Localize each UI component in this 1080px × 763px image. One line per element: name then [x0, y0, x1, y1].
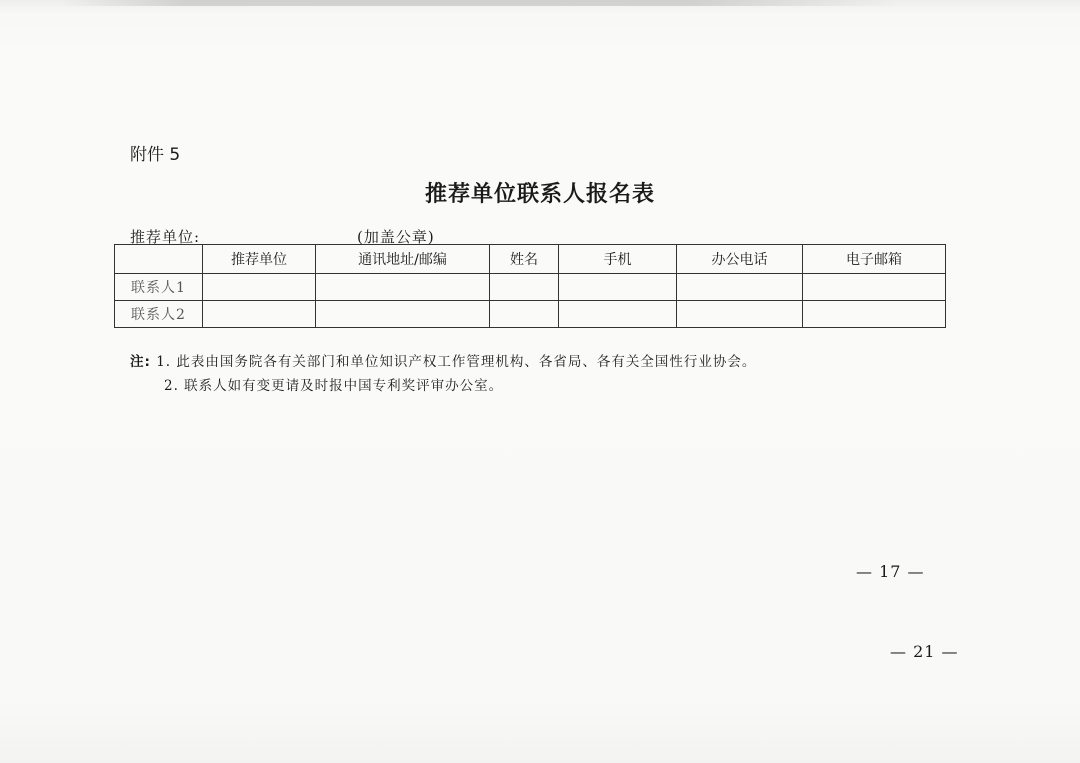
form-title: 推荐单位联系人报名表: [424, 181, 655, 207]
cell-email[interactable]: [803, 301, 946, 328]
header-cell-office-phone: 办公电话: [677, 245, 803, 274]
cell-unit[interactable]: [203, 274, 316, 301]
notes-prefix: 注:: [130, 354, 151, 370]
cell-office-phone[interactable]: [677, 274, 803, 301]
cell-email[interactable]: [803, 274, 946, 301]
note-line-2: [130, 374, 756, 398]
scan-edge-shadow: [60, 0, 900, 6]
table-header-row: [115, 245, 946, 274]
note-item-2: 2. 联系人如有变更请及时报中国专利奖评审办公室。: [164, 378, 504, 394]
notes-section: [130, 350, 756, 398]
cell-mobile[interactable]: [559, 301, 677, 328]
cell-address[interactable]: [316, 301, 490, 328]
cell-office-phone[interactable]: [677, 301, 803, 328]
note-item-1: 1. 此表由国务院各有关部门和单位知识产权工作管理机构、各省局、各有关全国性行业协会。: [156, 354, 757, 370]
header-cell-address: 通讯地址/邮编: [316, 245, 490, 274]
cell-unit[interactable]: [203, 301, 316, 328]
header-cell-blank: [115, 245, 203, 274]
cell-name[interactable]: [490, 301, 559, 328]
header-cell-mobile: 手机: [559, 245, 677, 274]
header-cell-email: 电子邮箱: [803, 245, 946, 274]
cell-address[interactable]: [316, 274, 490, 301]
row-label-contact-1: 联系人1: [115, 274, 203, 301]
note-line-1: [130, 350, 756, 374]
contact-registration-table: [114, 244, 946, 328]
seal-note: (加盖公章): [357, 228, 435, 246]
header-cell-unit: 推荐单位: [203, 245, 316, 274]
page-number-original: — 17 —: [856, 562, 925, 581]
row-label-contact-2: 联系人2: [115, 301, 203, 328]
attachment-label: 附件 5: [130, 145, 181, 165]
recommending-unit-label: 推荐单位:: [130, 228, 201, 246]
cell-mobile[interactable]: [559, 274, 677, 301]
cell-name[interactable]: [490, 274, 559, 301]
header-cell-name: 姓名: [490, 245, 559, 274]
page-number-compiled: — 21 —: [890, 642, 959, 661]
table-row: [115, 301, 946, 328]
table-row: [115, 274, 946, 301]
